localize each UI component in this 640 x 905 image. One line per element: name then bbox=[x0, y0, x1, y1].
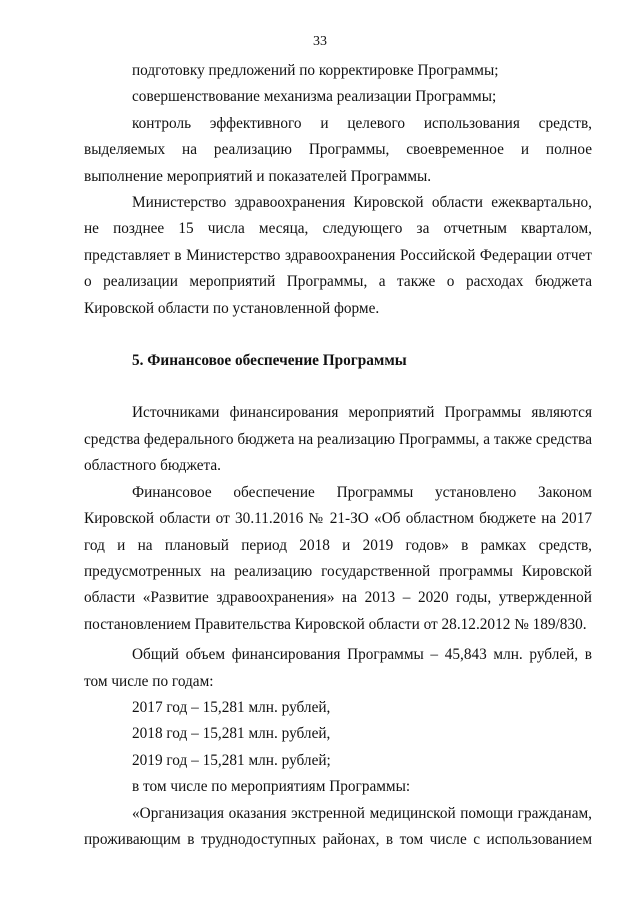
paragraph-funding-law: Финансовое обеспечение Программы установлено Законом Кировской области от 30.11.2016 № 21-ЗО «Об областном бюджете на 2017 год и на плановый период 2018 и 2019 годов» в рамках средств, предусмотренных на реализацию государственной программы Кировской области «Развитие здравоохранения» на 2013 – 2020 годы, утвержденной постановлением Правительства Кировской области от 28.12.2012 № 189/830. bbox=[84, 483, 592, 633]
year-2019-funding: 2019 год – 15,281 млн. рублей; bbox=[132, 751, 331, 769]
paragraph-funding-sources: Источниками финансирования мероприятий Программы являются средства федерального бюджета на реализацию Программы, а также средства областного бюджета. bbox=[84, 404, 592, 475]
paragraph-proposals: подготовку предложений по корректировке Программы; bbox=[132, 62, 499, 79]
year-2018-funding: 2018 год – 15,281 млн. рублей, bbox=[132, 725, 331, 743]
paragraph-emergency-care: «Организация оказания экстренной медицинской помощи гражданам, проживающим в труднодоступных районах, в том числе с использованием bbox=[84, 804, 592, 848]
paragraph-by-measures: в том числе по мероприятиям Программы: bbox=[132, 778, 411, 796]
paragraph-control: контроль эффективного и целевого использования средств, выделяемых на реализацию Программы, своевременное и полное выполнение мероприятий и показателей Программы. bbox=[84, 114, 592, 185]
page-number: 33 bbox=[313, 34, 327, 49]
paragraph-ministry-report: Министерство здравоохранения Кировской области ежеквартально, не позднее 15 числа месяца, следующего за отчетным кварталом, представляет в Министерство здравоохранения Российской Федерации отчет о реализации мероприятий Программы, а также о расходах бюджета Кировской области по установленной форме. bbox=[84, 194, 592, 317]
document-body bbox=[84, 58, 592, 853]
year-2017-funding: 2017 год – 15,281 млн. рублей, bbox=[132, 698, 331, 716]
paragraph-improvement: совершенствование механизма реализации Программы; bbox=[132, 88, 497, 106]
paragraph-total-funding: Общий объем финансирования Программы – 45,843 млн. рублей, в том числе по годам: bbox=[84, 646, 592, 690]
section-heading: 5. Финансовое обеспечение Программы bbox=[132, 352, 407, 370]
